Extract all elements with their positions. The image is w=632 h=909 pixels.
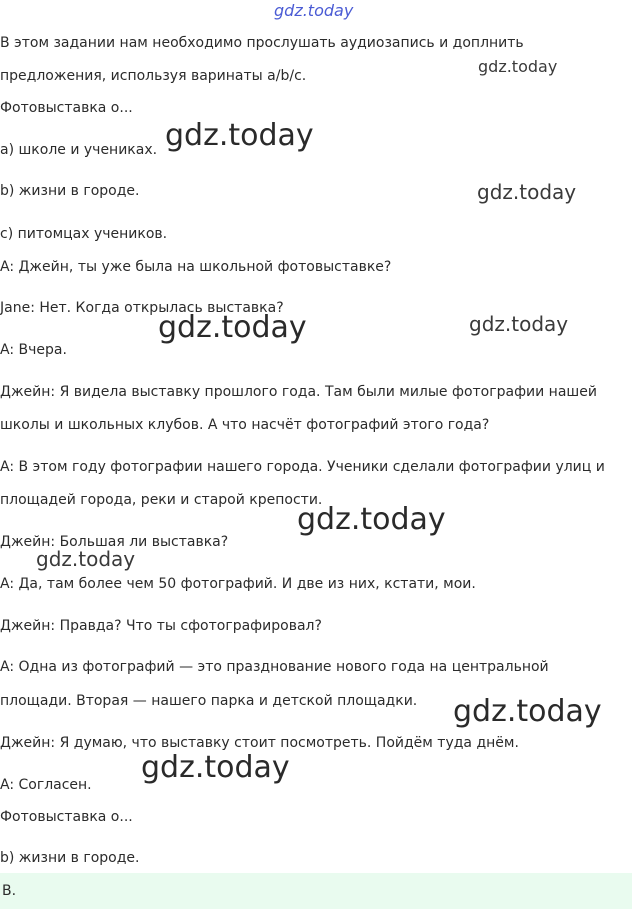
text-line: A: Одна из фотографий — это празднование нового года на центральной xyxy=(0,659,549,675)
text-line: A: Согласен. xyxy=(0,777,92,793)
watermark: gdz.today xyxy=(297,502,446,537)
answer-text: B. xyxy=(2,883,17,899)
text-line: A: Джейн, ты уже была на школьной фотовыставке? xyxy=(0,259,392,275)
watermark: gdz.today xyxy=(158,310,307,345)
watermark: gdz.today xyxy=(453,694,602,729)
text-line: Фотовыставка о... xyxy=(0,809,133,825)
watermark: gdz.today xyxy=(478,57,558,76)
text-line: c) питомцах учеников. xyxy=(0,226,168,242)
watermark: gdz.today xyxy=(477,180,577,204)
watermark: gdz.today xyxy=(165,118,314,153)
text-line: Джейн: Большая ли выставка? xyxy=(0,534,229,550)
text-line: школы и школьных клубов. А что насчёт фотографий этого года? xyxy=(0,417,490,433)
text-line: площади. Вторая — нашего парка и детской площадки. xyxy=(0,693,418,709)
watermark: gdz.today xyxy=(141,750,290,785)
text-line: предложения, используя варинаты a/b/c. xyxy=(0,68,307,84)
watermark: gdz.today xyxy=(469,312,569,336)
watermark: gdz.today xyxy=(36,547,136,571)
text-line: площадей города, реки и старой крепости. xyxy=(0,492,323,508)
text-line: Джейн: Я думаю, что выставку стоит посмотреть. Пойдём туда днём. xyxy=(0,735,519,751)
text-line: Джейн: Я видела выставку прошлого года. Там были милые фотографии нашей xyxy=(0,384,597,400)
text-line: A: В этом году фотографии нашего города. Ученики сделали фотографии улиц и xyxy=(0,459,605,475)
text-line: a) школе и учениках. xyxy=(0,142,158,158)
text-line: A: Да, там более чем 50 фотографий. И две из них, кстати, мои. xyxy=(0,576,476,592)
text-line: Jane: Нет. Когда открылась выставка? xyxy=(0,300,284,316)
answer-highlight xyxy=(0,873,632,909)
text-line: b) жизни в городе. xyxy=(0,183,140,199)
text-line: В этом задании нам необходимо прослушать аудиозапись и доплнить xyxy=(0,35,524,51)
text-line: Фотовыставка о... xyxy=(0,100,133,116)
text-line: Джейн: Правда? Что ты сфотографировал? xyxy=(0,618,322,634)
text-line: A: Вчера. xyxy=(0,342,67,358)
text-line: b) жизни в городе. xyxy=(0,850,140,866)
watermark-top: gdz.today xyxy=(274,1,354,20)
